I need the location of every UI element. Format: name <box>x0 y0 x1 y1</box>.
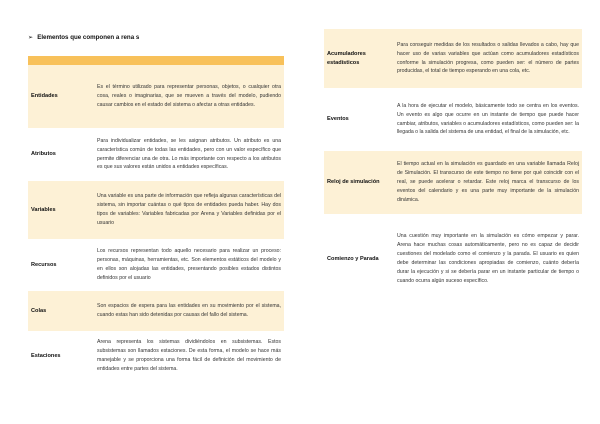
description-cell: El tiempo actual en la simulación es guardado en una variable llamada Reloj de Simulación. El transcurso de este tiempo no tiene por qué coincidir con el real, se puede acelerar o retardar. Este reloj marca el transcurso de los eventos del calendario y es una parte muy importante de la simulación dinámica. <box>394 151 582 214</box>
description-cell: Es el término utilizado para representar personas, objetos, o cualquier otra cosa, reales o imaginarias, que se mueven a través del modelo, pudiendo causar cambios en el estado del sistema o afectar a otras entidades. <box>94 65 284 128</box>
description-cell: A la hora de ejecutar el modelo, básicamente todo se centra en los eventos. Un evento es algo que ocurre en un instante de tiempo que puede hacer cambiar, atributos, variables o acumuladores estadísticos, como pueden ser: la llegada o la salida del sistema de una entidad, el final de la simulación, etc. <box>394 88 582 151</box>
term-cell: Atributos <box>28 128 94 181</box>
table-row <box>28 65 284 128</box>
table-row <box>28 181 284 239</box>
section-heading <box>28 34 139 41</box>
term-cell: Variables <box>28 181 94 239</box>
table-row <box>28 239 284 291</box>
term-cell: Eventos <box>324 88 394 151</box>
table-row <box>324 29 582 88</box>
table-row <box>28 128 284 181</box>
description-cell: Los recursos representan todo aquello necesario para realizar un proceso: personas, máquinas, herramientas, etc. Son elementos estáticos del modelo y en ellos son alojadas las entidades, presentando posibles estados distintos definidos por el usuario <box>94 239 284 291</box>
table-row <box>28 291 284 331</box>
term-cell: Entidades <box>28 65 94 128</box>
section-heading-text: Elementos que componen a rena s <box>37 34 140 41</box>
left-elements-table <box>28 56 284 381</box>
term-cell: Recursos <box>28 239 94 291</box>
table-row <box>28 331 284 381</box>
right-elements-table <box>324 29 582 304</box>
description-cell: Son espacios de espera para las entidades en su movimiento por el sistema, cuando estas han sido detenidas por causas del fallo del sistema. <box>94 291 284 331</box>
description-cell: Una cuestión muy importante en la simulación es cómo empezar y parar. Arena hace muchas cosas automáticamente, pero no es capaz de decidir cuestiones del modelado como el comienzo y la parada. El usuario es quien debe determinar las condiciones apropiadas de comienzo, cuánto debería durar la ejecución y si se debería parar en un instante particular de tiempo o cuando ocurra algún suceso específico. <box>394 214 582 304</box>
term-cell: Estaciones <box>28 331 94 381</box>
description-cell: Arena representa los sistemas dividiéndolos en subsistemas. Estos subsistemas son llamados estaciones. De esta forma, el modelo se hace más manejable y se proporciona una forma fácil de definición del movimiento de entidades entre partes del sistema. <box>94 331 284 381</box>
arrow-bullet-icon: ➢ <box>28 34 34 41</box>
description-cell: Para individualizar entidades, se les asignan atributos. Un atributo es una característica común de todas las entidades, pero con un valor específico que permite diferenciar una de otra. Lo más importante con respecto a los atributos es que sus valores están unidos a entidades específicas. <box>94 128 284 181</box>
description-cell: Una variable es una parte de información que refleja algunas características del sistema, sin importar cuántas o qué tipos de entidades pueda haber. Hay dos tipos de variables: Variables fabricadas por Arena y Variables definidas por el usuario <box>94 181 284 239</box>
term-cell: Acumuladores estadísticos <box>324 29 394 88</box>
term-cell: Comienzo y Parada <box>324 214 394 304</box>
table-row <box>324 88 582 151</box>
table-row <box>324 214 582 304</box>
description-cell: Para conseguir medidas de los resultados o salidas llevados a cabo, hay que hacer uso de varias variables que actúan como acumuladores estadísticos conforme la simulación progresa, como pueden ser: el número de partes producidas, el total de tiempo esperando en una cola, etc. <box>394 29 582 88</box>
table-row <box>324 151 582 214</box>
table-header-row <box>28 56 284 65</box>
term-cell: Colas <box>28 291 94 331</box>
term-cell: Reloj de simulación <box>324 151 394 214</box>
